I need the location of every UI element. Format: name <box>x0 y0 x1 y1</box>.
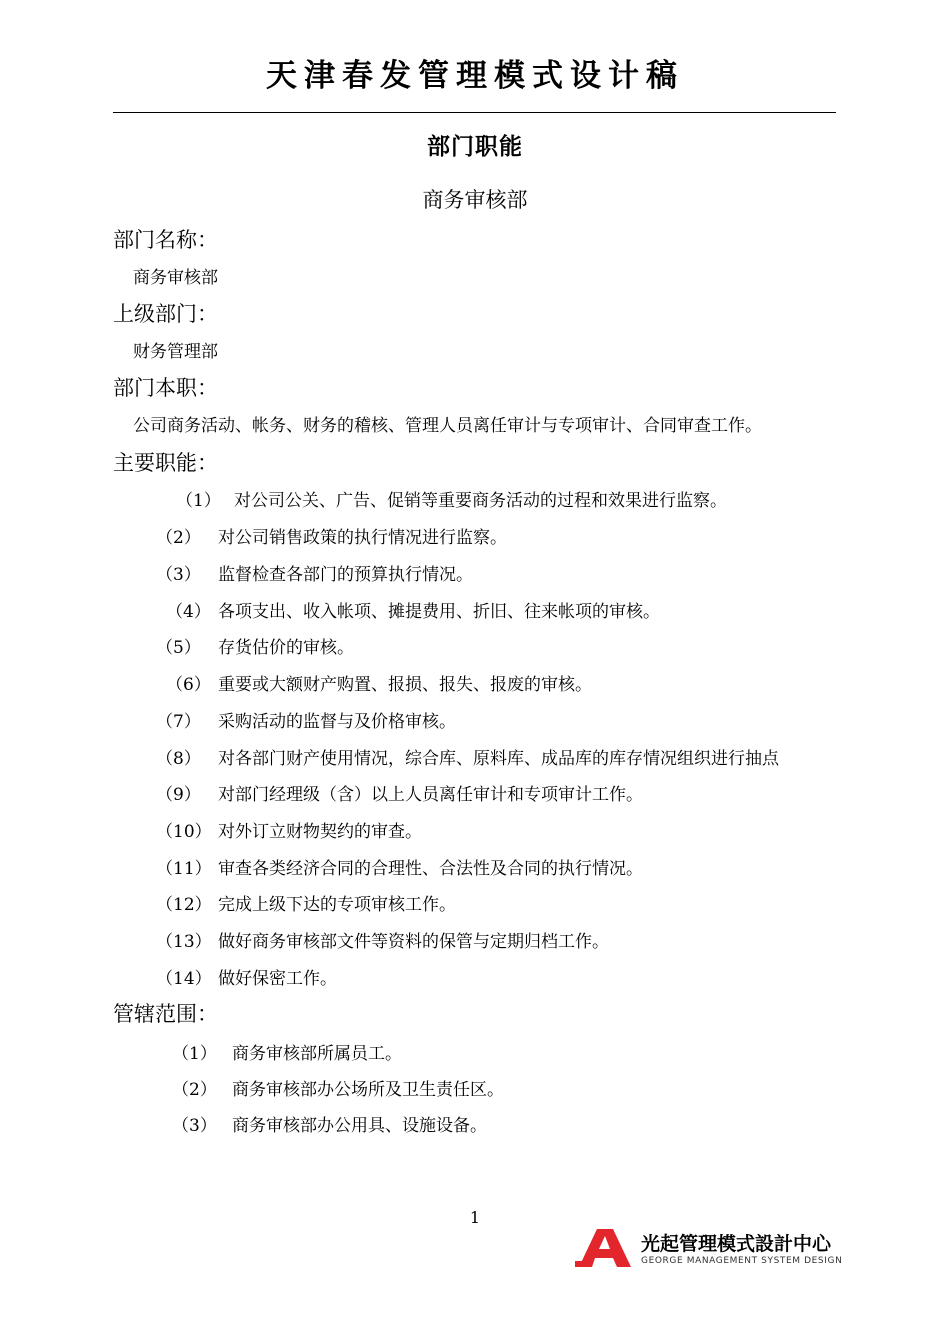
function-text: 采购活动的监督与及价格审核。 <box>218 712 456 732</box>
function-number: （2） <box>156 528 201 548</box>
function-number: （3） <box>156 565 201 585</box>
function-text: 存货估价的审核。 <box>218 638 354 658</box>
logo-name: 光起管理模式設計中心 <box>641 1233 832 1255</box>
function-number: （11） <box>156 859 212 879</box>
header-divider <box>113 112 836 113</box>
function-number: （12） <box>156 895 212 915</box>
scope-label: 管辖范围： <box>113 1002 218 1026</box>
function-text: 对外订立财物契约的审查。 <box>218 822 422 842</box>
scope-number: （3） <box>172 1116 217 1136</box>
function-number: （13） <box>156 932 212 952</box>
logo-subtitle: GEORGE MANAGEMENT SYSTEM DESIGN <box>641 1256 843 1266</box>
function-text: 监督检查各部门的预算执行情况。 <box>218 565 473 585</box>
function-number: （1） <box>176 491 221 511</box>
function-text: 对各部门财产使用情况，综合库、原料库、成品库的库存情况组织进行抽点 <box>218 749 779 769</box>
function-number: （8） <box>156 749 201 769</box>
function-number: （4） <box>166 602 211 622</box>
dept-duty-label: 部门本职： <box>113 376 218 400</box>
function-number: （14） <box>156 969 212 989</box>
document-title: 天津春发管理模式设计稿 <box>266 58 684 94</box>
function-text: 审查各类经济合同的合理性、合法性及合同的执行情况。 <box>218 859 643 879</box>
main-functions-label: 主要职能： <box>113 451 218 475</box>
function-text: 做好商务审核部文件等资料的保管与定期归档工作。 <box>218 932 609 952</box>
parent-dept-label: 上级部门： <box>113 302 218 326</box>
scope-text: 商务审核部办公用具、设施设备。 <box>232 1116 487 1136</box>
dept-name-value: 商务审核部 <box>133 268 218 288</box>
scope-number: （2） <box>172 1080 217 1100</box>
department-title: 商务审核部 <box>422 188 528 212</box>
logo-a-icon <box>575 1227 631 1269</box>
function-text: 各项支出、收入帐项、摊提费用、折旧、往来帐项的审核。 <box>218 602 660 622</box>
company-logo <box>575 1227 843 1273</box>
function-text: 对公司销售政策的执行情况进行监察。 <box>218 528 507 548</box>
section-title: 部门职能 <box>427 134 523 160</box>
parent-dept-value: 财务管理部 <box>133 342 218 362</box>
function-number: （6） <box>166 675 211 695</box>
function-number: （7） <box>156 712 201 732</box>
dept-name-label: 部门名称： <box>113 228 218 252</box>
function-text: 做好保密工作。 <box>218 969 337 989</box>
function-text: 对公司公关、广告、促销等重要商务活动的过程和效果进行监察。 <box>234 491 727 511</box>
scope-text: 商务审核部所属员工。 <box>232 1044 402 1064</box>
page-number: 1 <box>469 1208 481 1227</box>
function-number: （9） <box>156 785 201 805</box>
function-text: 对部门经理级（含）以上人员离任审计和专项审计工作。 <box>218 785 643 805</box>
scope-number: （1） <box>172 1044 217 1064</box>
scope-text: 商务审核部办公场所及卫生责任区。 <box>232 1080 504 1100</box>
function-number: （5） <box>156 638 201 658</box>
dept-duty-value: 公司商务活动、帐务、财务的稽核、管理人员离任审计与专项审计、合同审查工作。 <box>133 416 762 436</box>
function-number: （10） <box>156 822 212 842</box>
function-text: 完成上级下达的专项审核工作。 <box>218 895 456 915</box>
function-text: 重要或大额财产购置、报损、报失、报废的审核。 <box>218 675 592 695</box>
